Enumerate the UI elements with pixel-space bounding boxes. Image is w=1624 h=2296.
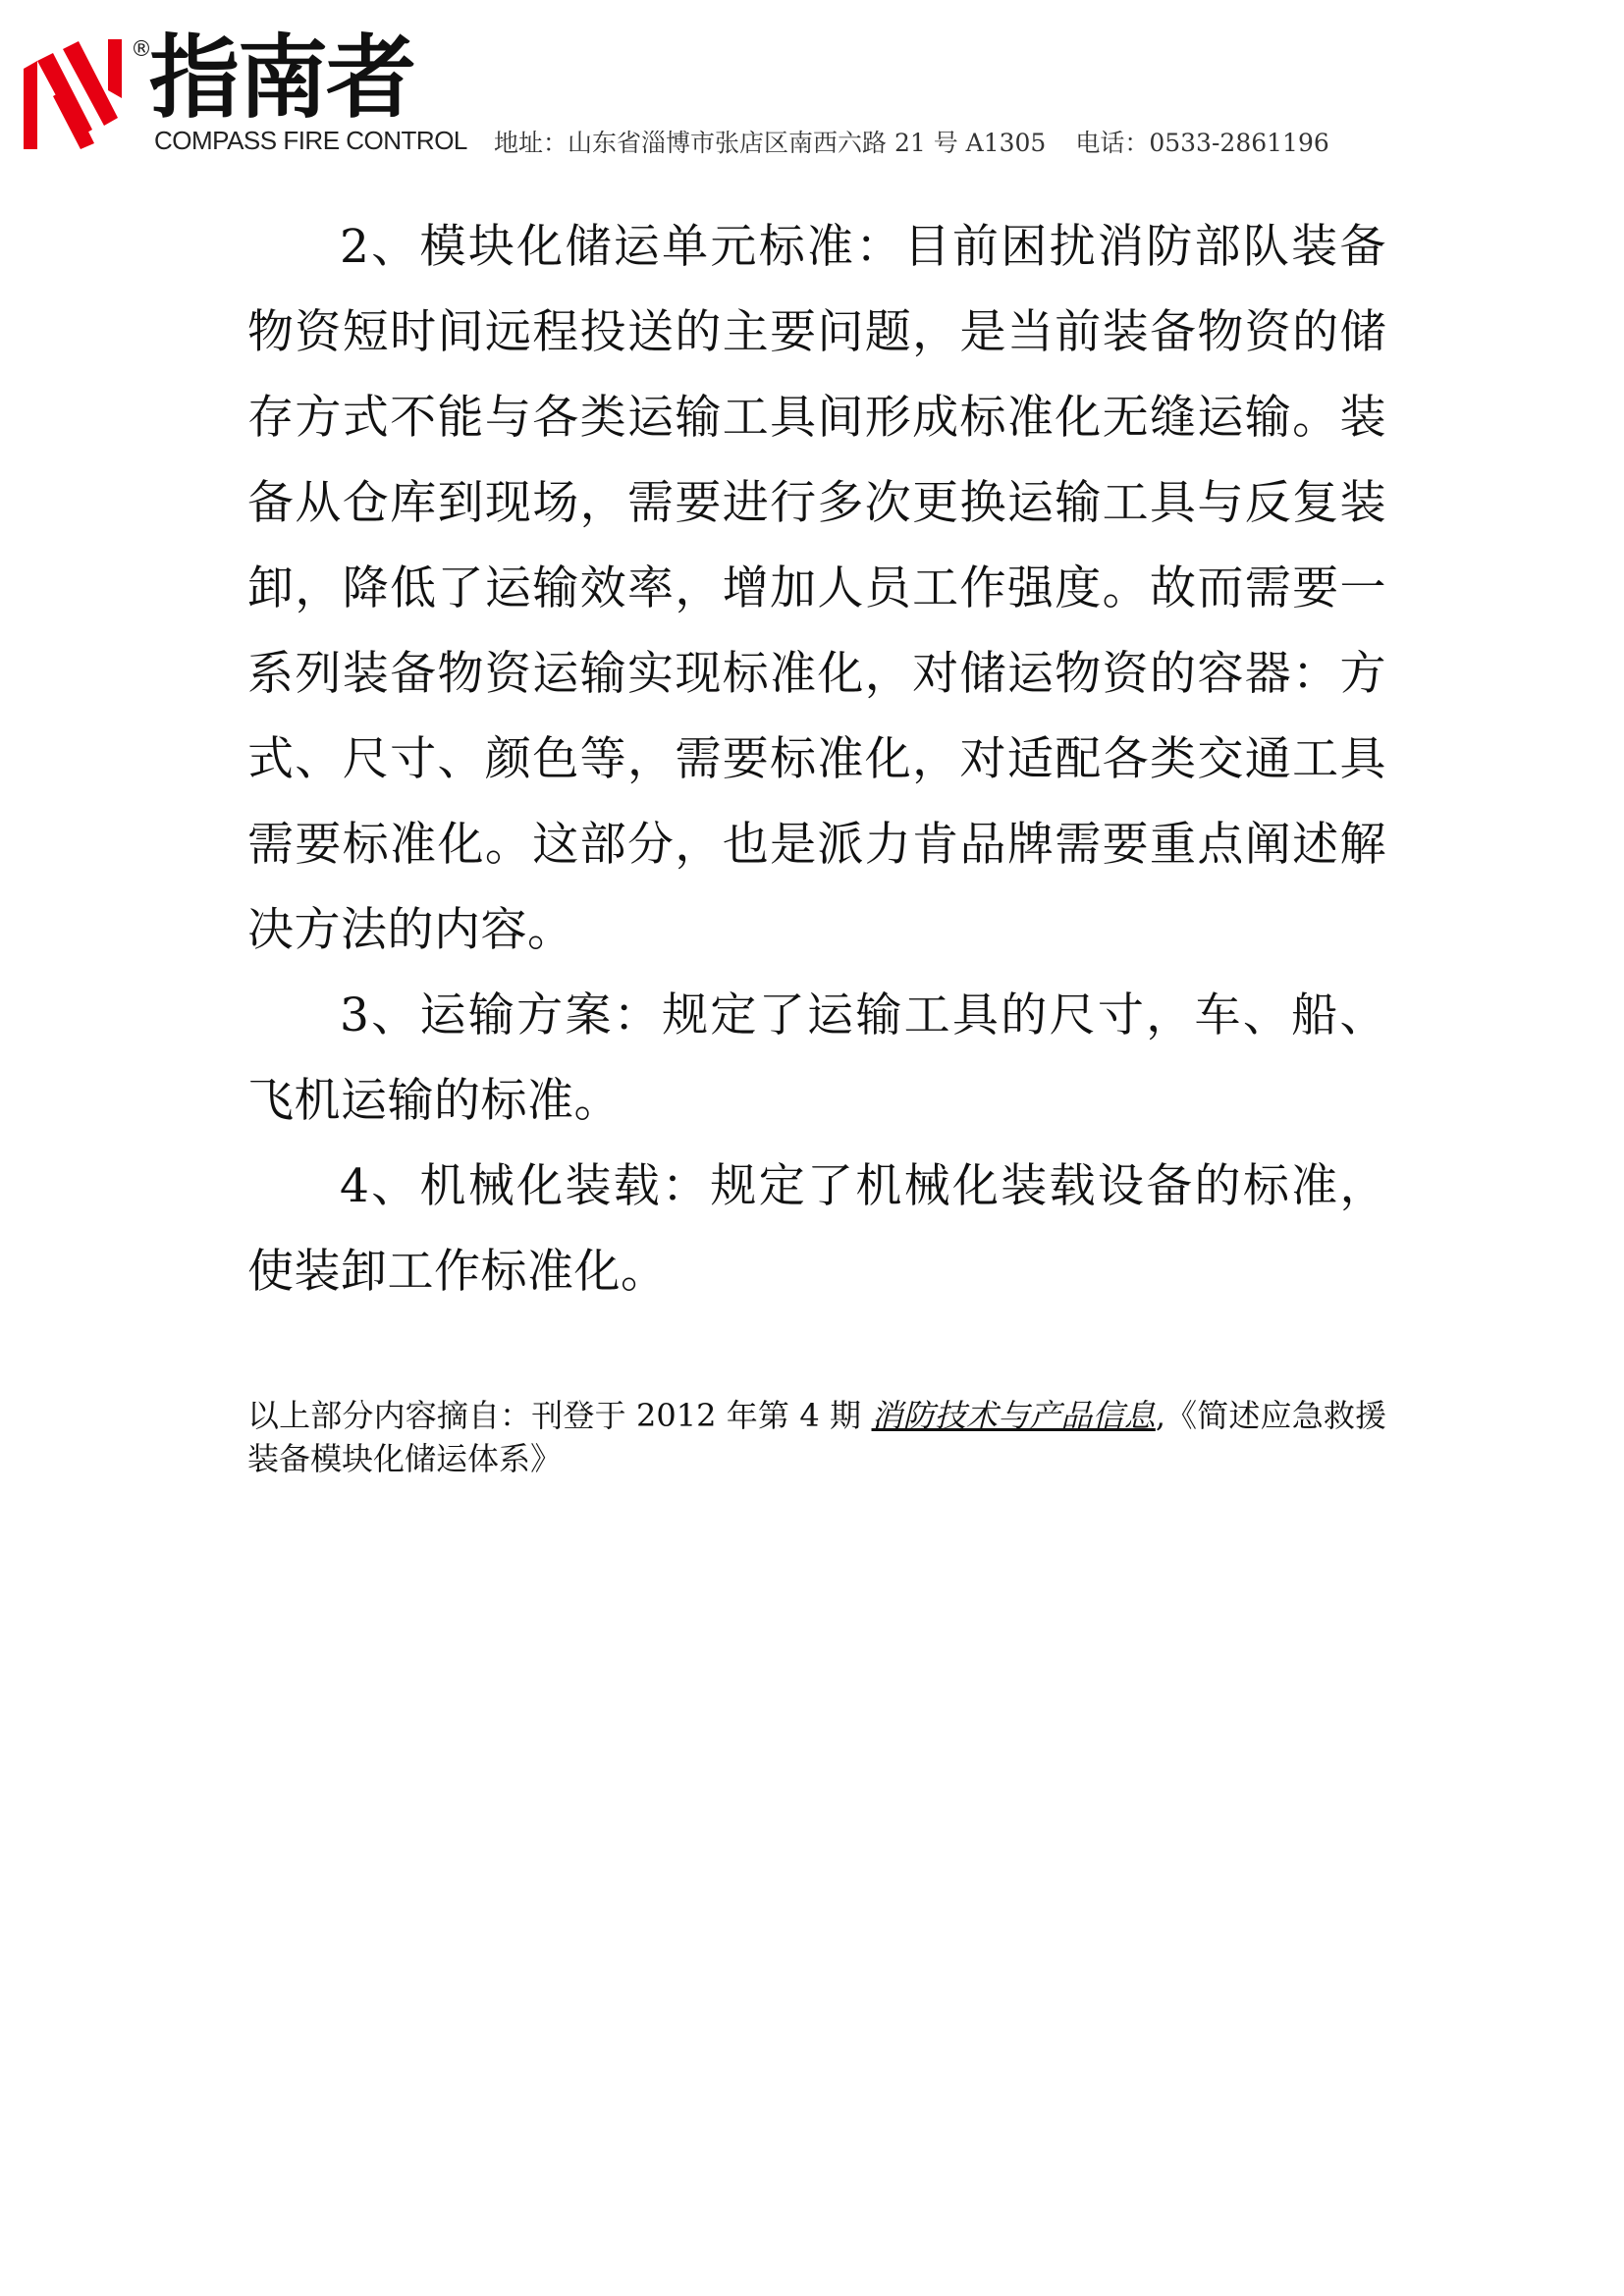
address-text: 地址：山东省淄博市张店区南西六路 21 号 A1305 bbox=[494, 129, 1047, 157]
paragraph-transport-plan: 3、运输方案：规定了运输工具的尺寸，车、船、飞机运输的标准。 bbox=[247, 988, 1386, 1128]
contact-info bbox=[494, 124, 1329, 159]
citation-prefix: 以上部分内容摘自：刊登于 2012 年第 4 期 bbox=[247, 1397, 872, 1434]
compass-logo-icon bbox=[24, 39, 127, 149]
body-text bbox=[247, 204, 1386, 1314]
citation-journal-link[interactable]: 消防技术与产品信息 bbox=[871, 1397, 1156, 1434]
page-header bbox=[0, 0, 1624, 167]
logo-english-name: COMPASS FIRE CONTROL bbox=[154, 126, 467, 155]
paragraph-standard-units: 2、模块化储运单元标准：目前困扰消防部队装备物资短时间远程投送的主要问题，是当前装备物资的储存方式不能与各类运输工具间形成标准化无缝运输。装备从仓库到现场，需要进行多次更换运输工具与反复装卸，降低了运输效率，增加人员工作强度。故而需要一系列装备物资运输实现标准化，对储运物资的容器：方式、尺寸、颜色等，需要标准化，对适配各类交通工具需要标准化。这部分，也是派力肯品牌需要重点阐述解决方法的内容。 bbox=[247, 220, 1386, 957]
citation-suffix: ,《简述应急救援装备模块化储运体系》 bbox=[247, 1397, 1386, 1477]
logo-chinese-name: 指南者 bbox=[149, 26, 415, 131]
phone-text: 电话：0533-2861196 bbox=[1075, 129, 1329, 157]
paragraph-mechanized-loading: 4、机械化装载：规定了机械化装载设备的标准，使装卸工作标准化。 bbox=[247, 1159, 1386, 1299]
citation-note bbox=[247, 1394, 1386, 1480]
registered-mark: ® bbox=[131, 37, 152, 62]
